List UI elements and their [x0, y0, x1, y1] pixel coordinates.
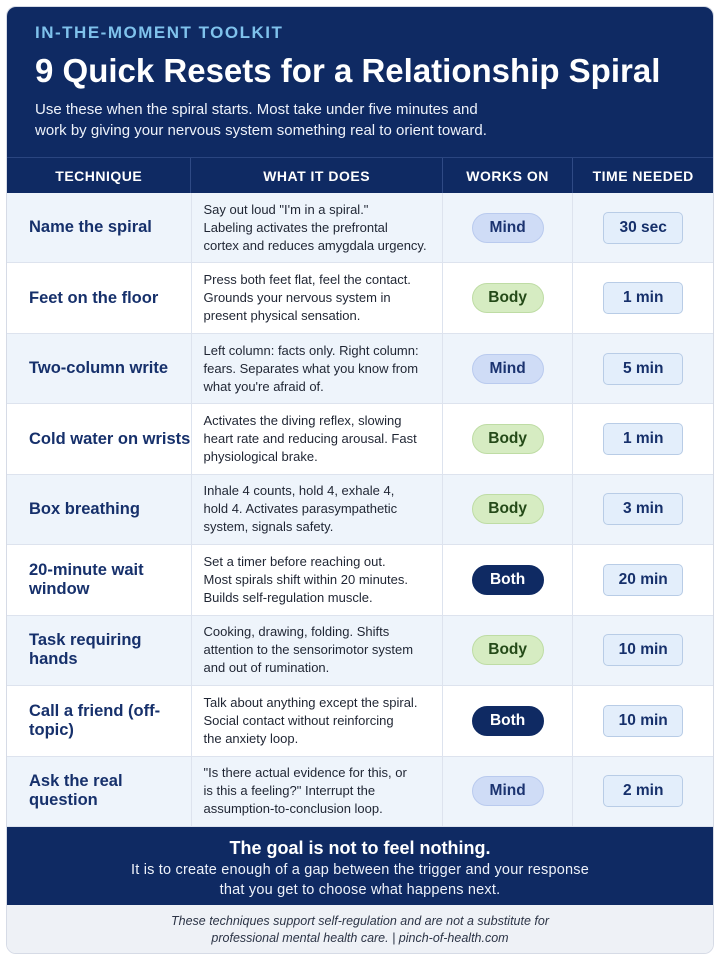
toolkit-card — [6, 6, 714, 954]
description-text — [204, 342, 419, 396]
description-line: Set a timer before reaching out. — [203, 553, 386, 569]
time-badge: 5 min — [603, 353, 683, 385]
description-line: assumption-to-conclusion loop. — [203, 801, 383, 817]
technique-description — [192, 263, 443, 332]
technique-description — [192, 193, 443, 262]
description-text — [204, 623, 414, 677]
works-on-cell — [443, 757, 574, 826]
footer-line: These techniques support self-regulation and are not a substitute for — [170, 914, 549, 928]
description-line: cortex and reduces amygdala urgency. — [203, 237, 427, 253]
description-line: Social contact without reinforcing — [203, 712, 394, 728]
technique-name: Box breathing — [7, 475, 192, 544]
technique-description — [192, 616, 443, 685]
works-on-cell — [443, 545, 574, 614]
description-line: Inhale 4 counts, hold 4, exhale 4, — [203, 483, 395, 499]
works-on-cell — [443, 404, 574, 473]
goal-banner — [7, 827, 713, 905]
time-needed-cell — [573, 334, 713, 403]
time-badge: 1 min — [603, 423, 683, 455]
works-on-badge: Both — [472, 706, 544, 736]
page-title: 9 Quick Resets for a Relationship Spiral — [35, 52, 661, 89]
goal-title: The goal is not to feel nothing. — [229, 838, 491, 858]
description-line: Most spirals shift within 20 minutes. — [203, 571, 408, 587]
technique-name: Feet on the floor — [7, 263, 192, 332]
table-row — [7, 334, 713, 404]
column-header-technique: TECHNIQUE — [7, 158, 191, 193]
description-line: physiological brake. — [203, 449, 318, 465]
description-line: Labeling activates the prefrontal — [203, 219, 388, 235]
footer-disclaimer — [7, 905, 713, 954]
footer-line: professional mental health care. | pinch-of-health.com — [211, 931, 509, 945]
description-line: heart rate and reducing arousal. Fast — [203, 431, 417, 447]
description-line: is this a feeling?" Interrupt the — [203, 783, 376, 799]
table-row — [7, 404, 713, 474]
description-line: Left column: facts only. Right column: — [203, 342, 419, 358]
works-on-badge: Body — [472, 424, 544, 454]
works-on-cell — [443, 686, 574, 755]
description-text — [204, 764, 407, 818]
description-text — [204, 553, 408, 607]
table-row — [7, 686, 713, 756]
table-row — [7, 757, 713, 827]
description-line: fears. Separates what you know from — [203, 360, 419, 376]
description-line: Talk about anything except the spiral. — [203, 694, 418, 710]
time-badge: 2 min — [603, 775, 683, 807]
technique-description — [192, 475, 443, 544]
column-header-time-needed: TIME NEEDED — [592, 167, 694, 184]
description-line: attention to the sensorimotor system — [203, 642, 414, 658]
table-row — [7, 263, 713, 333]
column-header-works-on: WORKS ON — [443, 158, 574, 193]
works-on-badge: Both — [472, 565, 544, 595]
time-badge: 3 min — [603, 493, 683, 525]
works-on-cell — [443, 263, 574, 332]
technique-name: Task requiring hands — [7, 616, 192, 685]
description-line: Grounds your nervous system in — [203, 290, 391, 306]
time-needed-cell — [573, 545, 713, 614]
works-on-badge: Body — [472, 494, 544, 524]
goal-line: It is to create enough of a gap between the trigger and your response — [131, 862, 589, 878]
time-needed-cell — [573, 475, 713, 544]
time-needed-cell — [573, 404, 713, 473]
time-needed-cell — [573, 686, 713, 755]
table-row — [7, 616, 713, 686]
description-line: and out of rumination. — [203, 660, 330, 676]
header — [7, 7, 713, 157]
technique-description — [192, 545, 443, 614]
subtitle — [35, 99, 685, 141]
works-on-cell — [443, 616, 574, 685]
technique-name: Two-column write — [7, 334, 192, 403]
description-line: Activates the diving reflex, slowing — [203, 413, 402, 429]
table-row — [7, 475, 713, 545]
time-badge: 30 sec — [603, 212, 683, 244]
description-line: present physical sensation. — [203, 308, 361, 324]
technique-description — [192, 686, 443, 755]
time-badge: 10 min — [603, 705, 683, 737]
table-row — [7, 193, 713, 263]
table-body — [7, 193, 713, 827]
time-badge: 1 min — [603, 282, 683, 314]
technique-name: Call a friend (off-topic) — [7, 686, 192, 755]
description-line: Press both feet flat, feel the contact. — [203, 272, 411, 288]
description-line: Cooking, drawing, folding. Shifts — [203, 624, 390, 640]
subtitle-line: Use these when the spiral starts. Most take under five minutes and — [35, 101, 478, 118]
description-text — [204, 694, 418, 748]
works-on-cell — [443, 475, 574, 544]
description-line: system, signals safety. — [203, 519, 334, 535]
description-line: Say out loud "I'm in a spiral." — [203, 201, 369, 217]
subtitle-line: work by giving your nervous system something real to orient toward. — [35, 122, 487, 139]
goal-line: that you get to choose what happens next. — [219, 882, 501, 898]
works-on-badge: Mind — [472, 213, 544, 243]
technique-description — [192, 757, 443, 826]
time-needed-cell — [573, 757, 713, 826]
works-on-badge: Body — [472, 283, 544, 313]
description-text — [204, 482, 398, 536]
works-on-badge: Body — [472, 635, 544, 665]
description-line: hold 4. Activates parasympathetic — [203, 501, 398, 517]
description-line: "Is there actual evidence for this, or — [203, 765, 407, 781]
table-header — [7, 157, 713, 193]
description-text — [204, 412, 417, 466]
description-line: the anxiety loop. — [203, 730, 299, 746]
description-line: what you're afraid of. — [203, 378, 324, 394]
technique-name: 20-minute wait window — [7, 545, 192, 614]
time-needed-cell — [573, 193, 713, 262]
time-badge: 10 min — [603, 634, 683, 666]
works-on-cell — [443, 334, 574, 403]
time-needed-cell — [573, 263, 713, 332]
description-line: Builds self-regulation muscle. — [203, 589, 373, 605]
column-header-what-it-does: WHAT IT DOES — [191, 158, 442, 193]
kicker: IN-THE-MOMENT TOOLKIT — [35, 23, 284, 42]
technique-name: Ask the real question — [7, 757, 192, 826]
technique-description — [192, 334, 443, 403]
technique-description — [192, 404, 443, 473]
time-badge: 20 min — [603, 564, 683, 596]
description-text — [204, 201, 427, 255]
works-on-badge: Mind — [472, 776, 544, 806]
description-text — [204, 271, 411, 325]
works-on-cell — [443, 193, 574, 262]
technique-name: Cold water on wrists — [7, 404, 192, 473]
technique-name: Name the spiral — [7, 193, 192, 262]
table-row — [7, 545, 713, 615]
works-on-badge: Mind — [472, 354, 544, 384]
time-needed-cell — [573, 616, 713, 685]
